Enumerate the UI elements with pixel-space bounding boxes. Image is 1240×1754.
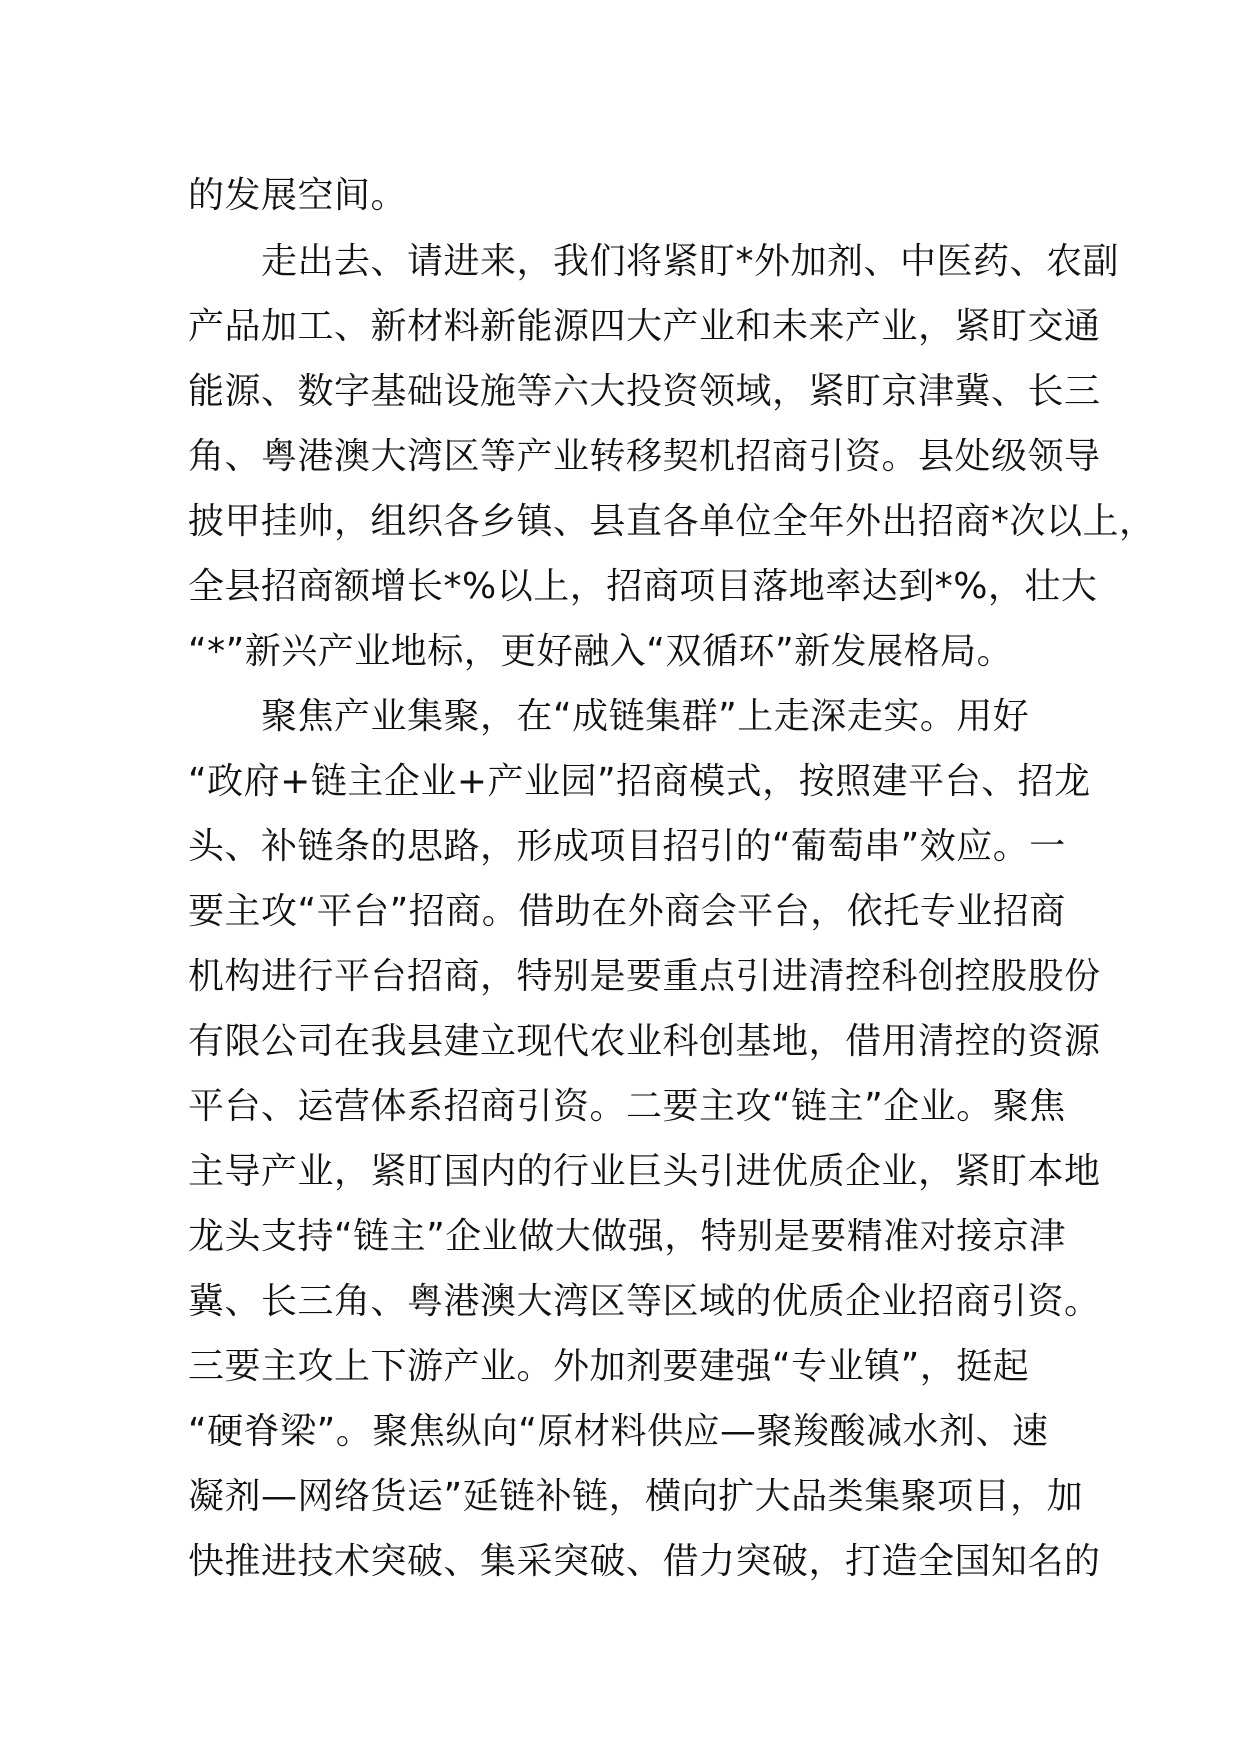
text-line: 产品加工、新材料新能源四大产业和未来产业，紧盯交通 [188, 306, 1101, 347]
text-line: 聚焦产业集聚，在“成链集群”上走深走实。用好 [188, 696, 1030, 737]
text-line: 的发展空间。 [188, 175, 408, 216]
text-line: 全县招商额增长*%以上，招商项目落地率达到*%，壮大 [188, 566, 1098, 607]
text-line: 角、粤港澳大湾区等产业转移契机招商引资。县处级领导 [188, 436, 1101, 477]
text-line: 龙头支持“链主”企业做大做强，特别是要精准对接京津 [188, 1216, 1066, 1257]
text-line: 机构进行平台招商，特别是要重点引进清控科创控股股份 [188, 956, 1101, 997]
text-line: 凝剂—网络货运”延链补链，横向扩大品类集聚项目，加 [188, 1476, 1084, 1517]
text-line: 能源、数字基础设施等六大投资领域，紧盯京津冀、长三 [188, 371, 1101, 412]
text-line: 走出去、请进来，我们将紧盯*外加剂、中医药、农副 [188, 241, 1120, 282]
text-line: 三要主攻上下游产业。外加剂要建强“专业镇”，挺起 [188, 1346, 1030, 1387]
text-line: “*”新兴产业地标，更好融入“双循环”新发展格局。 [188, 631, 1014, 672]
text-line: 头、补链条的思路，形成项目招引的“葡萄串”效应。一 [188, 826, 1066, 867]
text-line: 平台、运营体系招商引资。二要主攻“链主”企业。聚焦 [188, 1086, 1066, 1127]
text-line: 主导产业，紧盯国内的行业巨头引进优质企业，紧盯本地 [188, 1151, 1101, 1192]
text-line: “硬脊梁”。聚焦纵向“原材料供应—聚羧酸减水剂、速 [188, 1411, 1049, 1452]
text-line: 要主攻“平台”招商。借助在外商会平台，依托专业招商 [188, 891, 1066, 932]
text-line: 披甲挂帅，组织各乡镇、县直各单位全年外出招商*次以上， [188, 501, 1156, 542]
text-line: 快推进技术突破、集采突破、借力突破，打造全国知名的 [188, 1541, 1101, 1582]
text-line: “政府+链主企业+产业园”招商模式，按照建平台、招龙 [188, 761, 1091, 802]
text-line: 有限公司在我县建立现代农业科创基地，借用清控的资源 [188, 1021, 1101, 1062]
text-line: 冀、长三角、粤港澳大湾区等区域的优质企业招商引资。 [188, 1281, 1101, 1322]
